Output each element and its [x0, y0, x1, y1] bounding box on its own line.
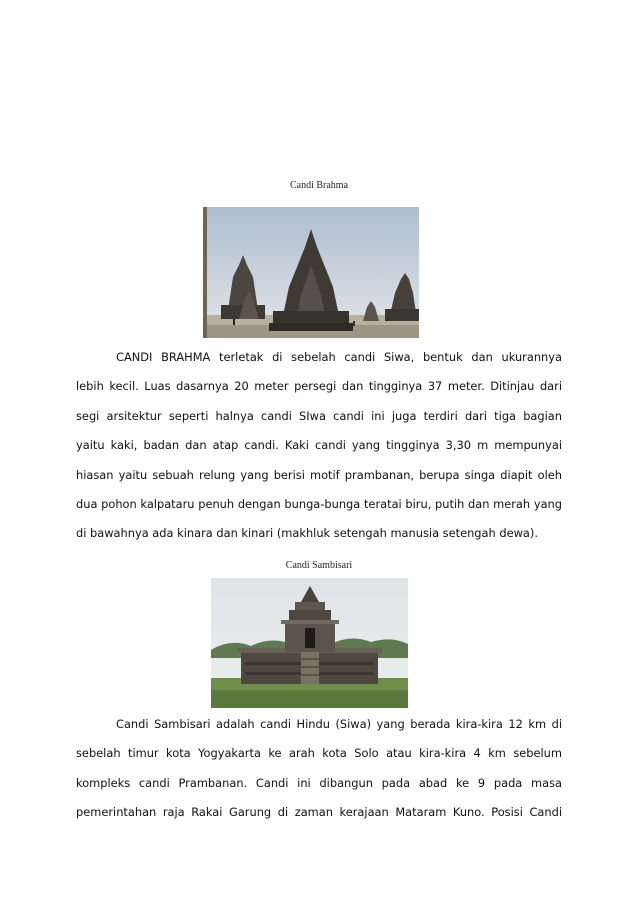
paragraph-line: dua pohon kalpataru penuh dengan bunga-bunga teratai biru, putih dan merah yang: [76, 497, 562, 512]
paragraph-line: CANDI BRAHMA terletak di sebelah candi Siwa, bentuk dan ukurannya: [116, 350, 562, 364]
paragraph-line: sebelah timur kota Yogyakarta ke arah kota Solo atau kira-kira 4 km sebelum: [76, 746, 562, 761]
candi-sambisari-photo: [211, 578, 408, 708]
paragraph-line: lebih kecil. Luas dasarnya 20 meter persegi dan tingginya 37 meter. Ditinjau dari: [76, 379, 562, 394]
paragraph-line: hiasan yaitu sebuah relung yang berisi motif prambanan, berupa singa diapit oleh: [76, 467, 562, 482]
paragraph-line: segi arsitektur seperti halnya candi SIwa candi ini juga terdiri dari tiga bagian: [76, 408, 562, 423]
paragraph-line: kompleks candi Prambanan. Candi ini dibangun pada abad ke 9 pada masa: [76, 775, 562, 790]
paragraph-line: pemerintahan raja Rakai Garung di zaman kerajaan Mataram Kuno. Posisi Candi: [76, 805, 562, 820]
paragraph-candi-sambisari: [76, 710, 562, 828]
paragraph-line: Candi Sambisari adalah candi Hindu (Siwa) yang berada kira-kira 12 km di: [116, 717, 562, 731]
paragraph-line: di bawahnya ada kinara dan kinari (makhluk setengah manusia setengah dewa).: [76, 526, 538, 541]
paragraph-candi-brahma: [76, 343, 562, 549]
candi-brahma-photo: [203, 207, 419, 338]
caption-candi-sambisari: Candi Sambisari: [285, 560, 353, 571]
caption-candi-brahma: Candi Brahma: [289, 180, 349, 191]
paragraph-line: yaitu kaki, badan dan atap candi. Kaki candi yang tingginya 3,30 m mempunyai: [76, 438, 562, 453]
